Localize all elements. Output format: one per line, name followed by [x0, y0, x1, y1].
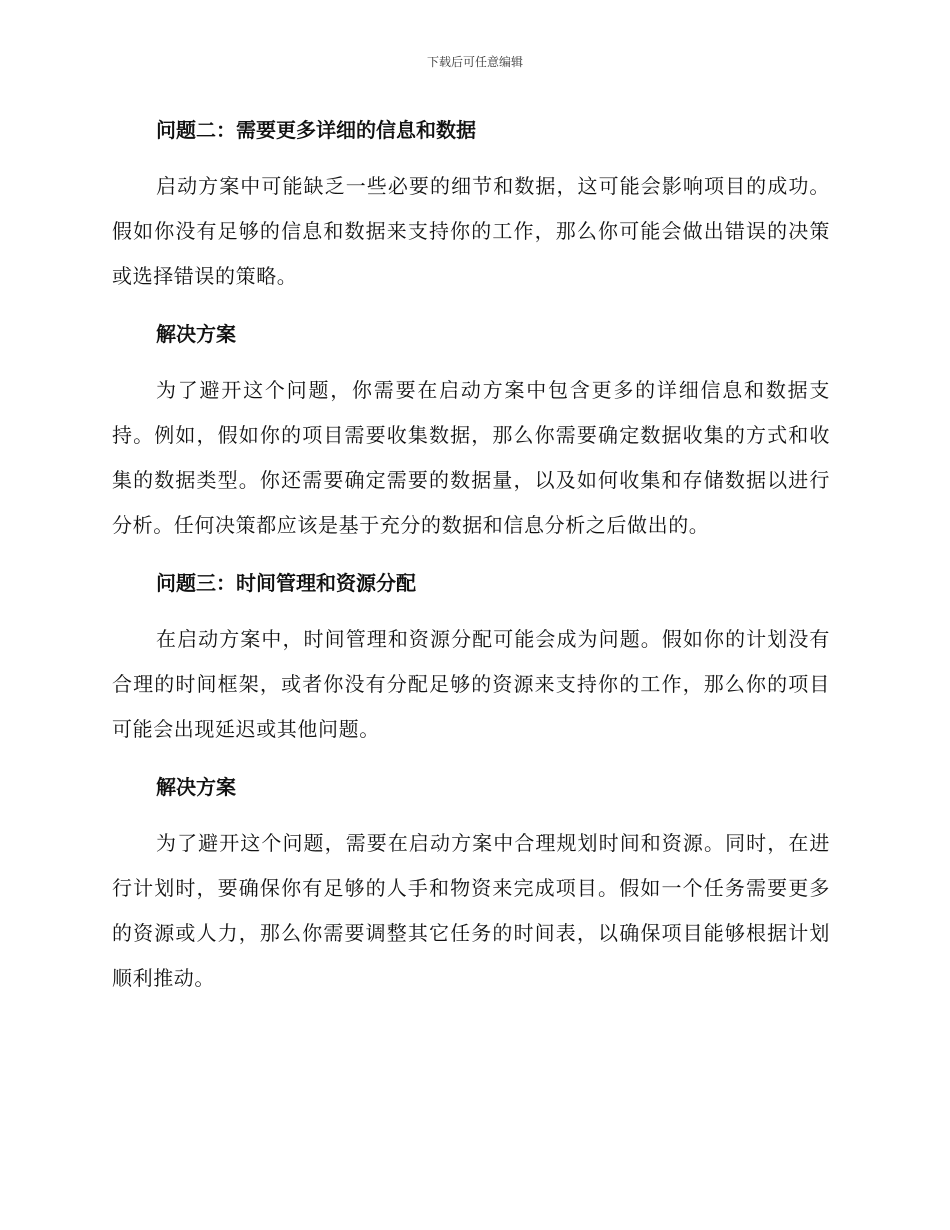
section-paragraph-problem-2: 启动方案中可能缺乏一些必要的细节和数据，这可能会影响项目的成功。假如你没有足够的信息和数据来支持你的工作，那么你可能会做出错误的决策或选择错误的策略。 [112, 174, 830, 288]
section-paragraph-solution-1: 为了避开这个问题，你需要在启动方案中包含更多的详细信息和数据支持。例如，假如你的项目需要收集数据，那么你需要确定数据收集的方式和收集的数据类型。你还需要确定需要的数据量，以及如何收集和存储数据以进行分析。任何决策都应该是基于充分的数据和信息分析之后做出的。 [112, 378, 830, 537]
section-heading-problem-3: 问题三：时间管理和资源分配 [156, 571, 416, 595]
section-paragraph-problem-3: 在启动方案中，时间管理和资源分配可能会成为问题。假如你的计划没有合理的时间框架，或者你没有分配足够的资源来支持你的工作，那么你的项目可能会出现延迟或其他问题。 [112, 627, 830, 741]
page-header: 下载后可任意编辑 [426, 55, 523, 69]
section-heading-solution-2: 解决方案 [156, 775, 236, 799]
section-heading-problem-2: 问题二：需要更多详细的信息和数据 [156, 118, 476, 142]
section-paragraph-solution-2: 为了避开这个问题，需要在启动方案中合理规划时间和资源。同时，在进行计划时，要确保你有足够的人手和物资来完成项目。假如一个任务需要更多的资源或人力，那么你需要调整其它任务的时间表，以确保项目能够根据计划顺利推动。 [112, 831, 830, 990]
section-heading-solution-1: 解决方案 [156, 322, 236, 346]
document-body [112, 108, 830, 1001]
